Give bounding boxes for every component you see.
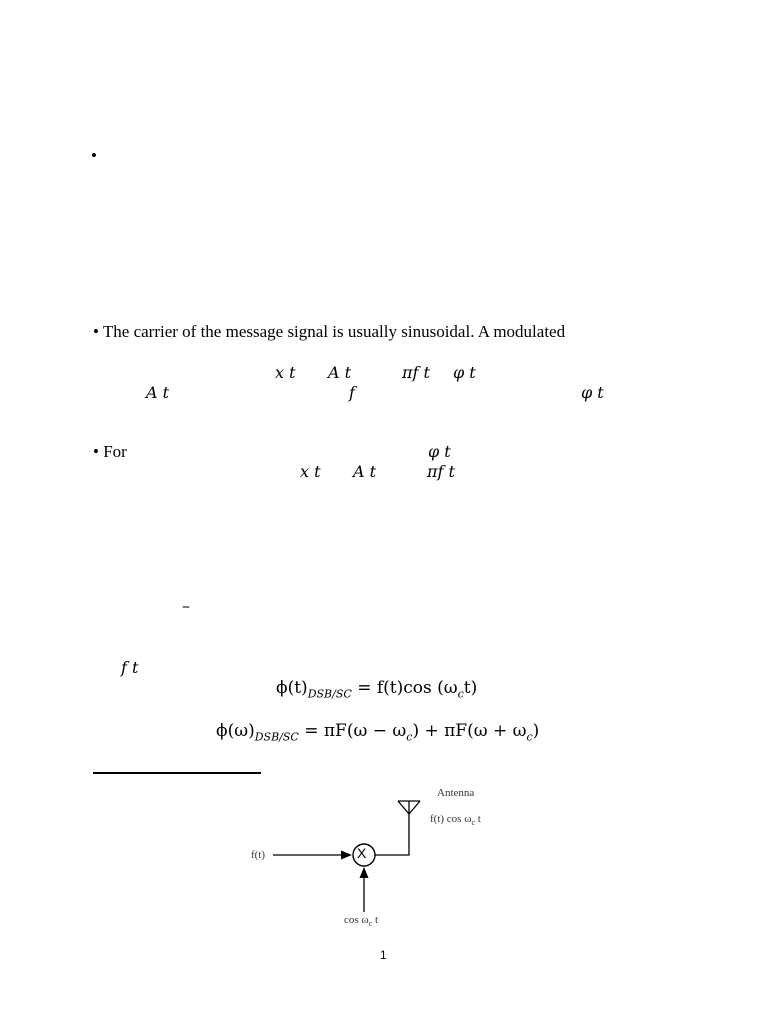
math-phi-t: φ t [428,442,451,461]
page-number: 1 [380,948,387,962]
carrier-signal-label [344,914,378,928]
eq2-subscript: DSB/SC [254,730,299,744]
eq1-phi: ϕ(t) [276,678,308,698]
antenna-icon [398,801,420,814]
input-signal-label: f(t) [251,849,266,861]
bullet-for-text: • For [93,442,127,461]
eq2-c-subscript-2: c [526,730,533,744]
equation-dsb-sc-frequency [216,721,539,743]
section-divider [93,772,261,774]
carrier-label-text: cos ω [344,914,369,926]
eq2-c-subscript-1: c [406,730,413,744]
eq2-rhs-part1: = πF(ω − ω [304,721,407,741]
math-pi-f-t: πf t [402,363,430,382]
output-label-subscript: c [471,818,476,828]
carrier-label-t: t [372,914,379,926]
dsb-sc-modulator-diagram [0,780,768,950]
math-A-t: A t [353,462,377,481]
output-line [375,814,409,855]
math-pi-f-t: πf t [427,462,455,481]
math-dash: – [182,596,190,615]
mixer-symbol: X [357,845,367,861]
input-arrowhead [341,851,352,860]
math-phi-t: φ t [581,383,604,402]
output-label-text: f(t) cos ω [430,813,472,825]
eq2-rhs-part2: ) + πF(ω + ω [412,721,527,741]
math-phi-t: φ t [453,363,476,382]
eq1-rhs: = f(t)cos (ω [357,678,458,698]
eq1-end: t) [463,678,478,698]
empty-bullet: • [91,146,97,165]
eq1-c-subscript: c [457,687,464,701]
math-A-t: A t [328,363,352,382]
carrier-label-subscript: c [368,919,373,929]
output-signal-label [430,813,481,827]
math-A-t: A t [146,383,170,402]
math-x-t: x t [275,363,296,382]
math-f: f [349,383,355,402]
bullet-carrier-text: • The carrier of the message signal is usually sinusoidal. A modulated [93,322,566,341]
math-f-t: f t [121,658,139,677]
eq2-phi: ϕ(ω) [216,721,255,741]
output-label-t: t [475,813,481,825]
equation-dsb-sc-time [276,678,477,700]
math-x-t: x t [300,462,321,481]
eq1-subscript: DSB/SC [307,687,352,701]
eq2-end: ) [532,721,540,741]
carrier-arrowhead [360,867,369,878]
antenna-label: Antenna [437,787,475,799]
